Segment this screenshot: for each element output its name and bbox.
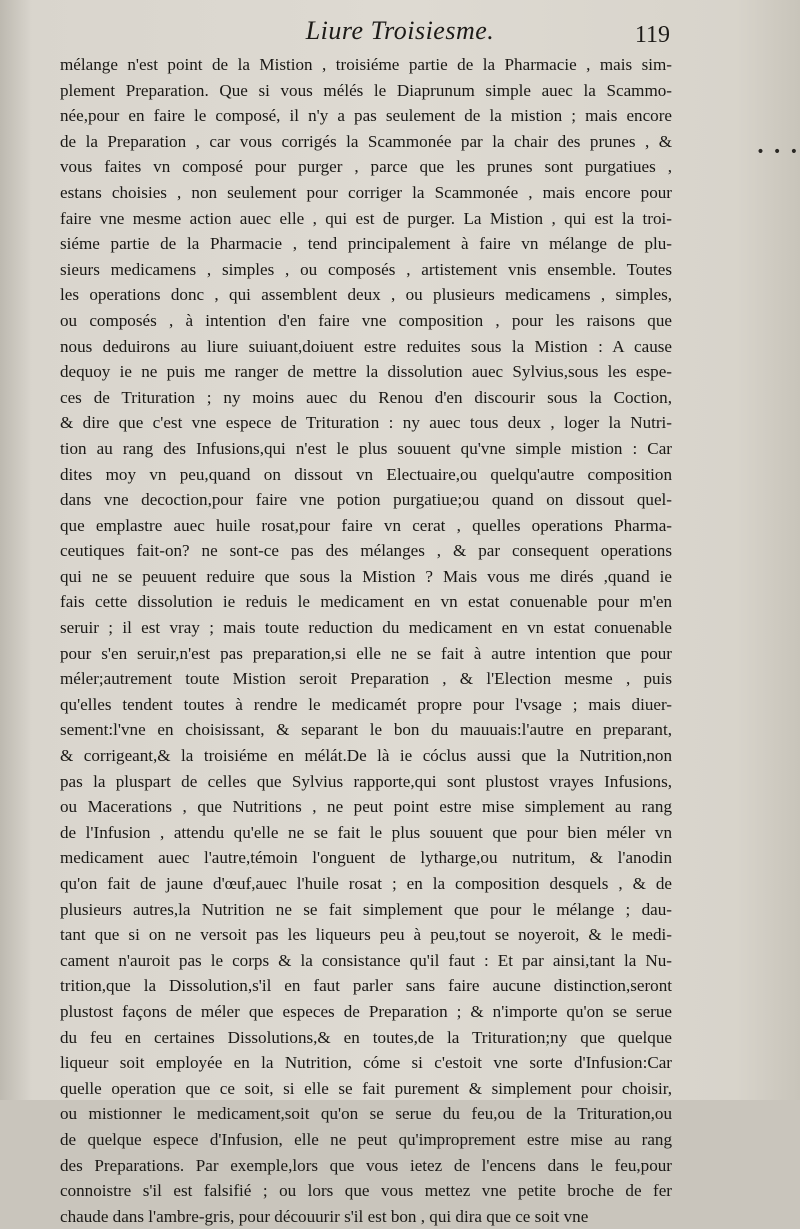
text-line: plement Preparation. Que si vous mélés le Diaprunum simple auec la Scammo- — [60, 80, 672, 100]
text-line: que emplastre auec huile rosat,pour faire vn cerat , quelles operations Pharma- — [60, 515, 672, 535]
text-line: tion au rang des Infusions,qui n'est le plus souuent qu'vne simple mistion : Car — [60, 438, 672, 458]
text-line: seruir ; il est vray ; mais toute reduction du medicament en vn estat conuenable — [60, 618, 672, 638]
body-text — [60, 52, 672, 1229]
text-line: liqueur soit employée en la Nutrition, cóme si c'estoit vne sorte d'Infusion:Car — [60, 1053, 672, 1073]
text-line: sieurs medicamens , simples , ou composés , artistement vnis ensemble. Toutes — [60, 259, 672, 279]
text-line: pas la pluspart de celles que Sylvius rapporte,qui sont plustost vrayes Infusions, — [60, 771, 672, 791]
text-line: vous faites vn composé pour purger , parce que les prunes sont purgatiues , — [60, 157, 672, 177]
text-line: ceutiques fait-on? ne sont-ce pas des mélanges , & par consequent operations — [60, 541, 672, 561]
text-line: qui ne se peuuent reduire que sous la Mistion ? Mais vous me dirés ,quand ie — [60, 566, 672, 586]
text-line: de quelque espece d'Infusion, elle ne peut qu'improprement estre mise au rang — [60, 1129, 672, 1149]
text-line: plustost façons de méler que especes de Preparation ; & n'importe qu'on se serue — [60, 1001, 672, 1021]
text-line: née,pour en faire le composé, il n'y a pas seulement de la mistion ; mais encore — [60, 106, 672, 126]
text-line: des Preparations. Par exemple,lors que vous ietez de l'encens dans le feu,pour — [60, 1155, 672, 1175]
text-line: qu'on fait de jaune d'œuf,auec l'huile rosat ; en la composition desquels , & de — [60, 874, 672, 893]
text-line: & dire que c'est vne espece de Trituration : ny auec tous deux , loger la Nutri- — [60, 413, 672, 433]
text-line: pour s'en seruir,n'est pas preparation,si elle ne se fait à autre intention que pour — [60, 643, 672, 663]
text-line: medicament auec l'autre,témoin l'onguent de lytharge,ou nutritum, & l'anodin — [60, 848, 672, 868]
text-line: ou mistionner le medicament,soit qu'on se serue du feu,ou de la Trituration,ou — [60, 1104, 672, 1124]
text-line: méler;autrement toute Mistion seroit Preparation , & l'Election mesme , puis — [60, 669, 672, 689]
text-line: fais cette dissolution ie reduis le medicament en vn estat conuenable pour m'en — [60, 592, 672, 612]
text-line: dans vne decoction,pour faire vne potion purgatiue;ou quand on dissout quel- — [60, 490, 672, 510]
text-line: dequoy ie ne puis me ranger de mettre la dissolution auec Sylvius,sous les espe- — [60, 362, 672, 382]
text-line: de l'Infusion , attendu qu'elle ne se fait le plus souuent que pour bien méler vn — [60, 822, 672, 842]
text-line: les operations donc , qui assemblent deux , ou plusieurs medicamens , simples, — [60, 285, 672, 305]
text-line: sement:l'vne en choisissant, & separant le bon du mauuais:l'autre en preparant, — [60, 720, 672, 740]
text-line: ou Macerations , que Nutritions , ne peut point estre mise simplement au rang — [60, 797, 672, 817]
text-line: plusieurs autres,la Nutrition ne se fait simplement que pour le mélange ; dau- — [60, 899, 672, 919]
text-line: estans choisies , non seulement pour corriger la Scammonée , mais encore pour — [60, 182, 672, 202]
text-line: ou composés , à intention d'en faire vne composition , pour les raisons que — [60, 310, 672, 330]
text-line: qu'elles tendent toutes à rendre le medicamét propre pour l'vsage ; mais diuer- — [60, 694, 672, 714]
text-line: trition,que la Dissolution,s'il en faut parler sans faire aucune distinction,seront — [60, 976, 672, 996]
text-line: siéme partie de la Pharmacie , tend principalement à faire vn mélange de plu- — [60, 234, 672, 254]
text-line: & corrigeant,& la troisiéme en mélát.De là ie cóclus aussi que la Nutrition,non — [60, 746, 672, 766]
text-line: mélange n'est point de la Mistion , troisiéme partie de la Pharmacie , mais sim- — [60, 55, 672, 74]
text-line: tant que si on ne versoit pas les liqueurs peu à peu,tout se noyeroit, & le medi- — [60, 925, 672, 945]
text-line: ces de Trituration ; ny moins auec du Renou d'en discourir sous la Coction, — [60, 387, 672, 407]
text-line: cament n'auroit pas le corps & la consistance qu'il faut : Et par ainsi,tant la Nu- — [60, 950, 672, 970]
running-title: Liure Troisiesme. — [305, 16, 495, 45]
text-line: quelle operation que ce soit, si elle se fait purement & simplement pour choisir, — [60, 1078, 672, 1098]
text-line: nous deduirons au liure suiuant,doiuent estre reduites sous la Mistion : A cause — [60, 336, 672, 356]
page-number: 119 — [634, 22, 670, 48]
text-line: chaude dans l'ambre-gris, pour découurir s'il est bon , qui dira que ce soit vne — [60, 1206, 589, 1226]
text-line: du feu en certaines Dissolutions,& en toutes,de la Trituration;ny que quelque — [60, 1027, 672, 1047]
text-line: faire vne mesme action auec elle , qui est de purger. La Mistion , qui est la troi- — [60, 208, 672, 228]
text-line: connoistre s'il est falsifié ; ou lors que vous mettez vne petite broche de fer — [60, 1181, 672, 1201]
text-line: de la Preparation , car vous corrigés la Scammonée par la chair des prunes , & — [60, 131, 672, 151]
margin-ink-marks: • • • — [756, 144, 800, 160]
text-line: dites moy vn peu,quand on dissout vn Electuaire,ou quelqu'autre composition — [60, 464, 672, 484]
